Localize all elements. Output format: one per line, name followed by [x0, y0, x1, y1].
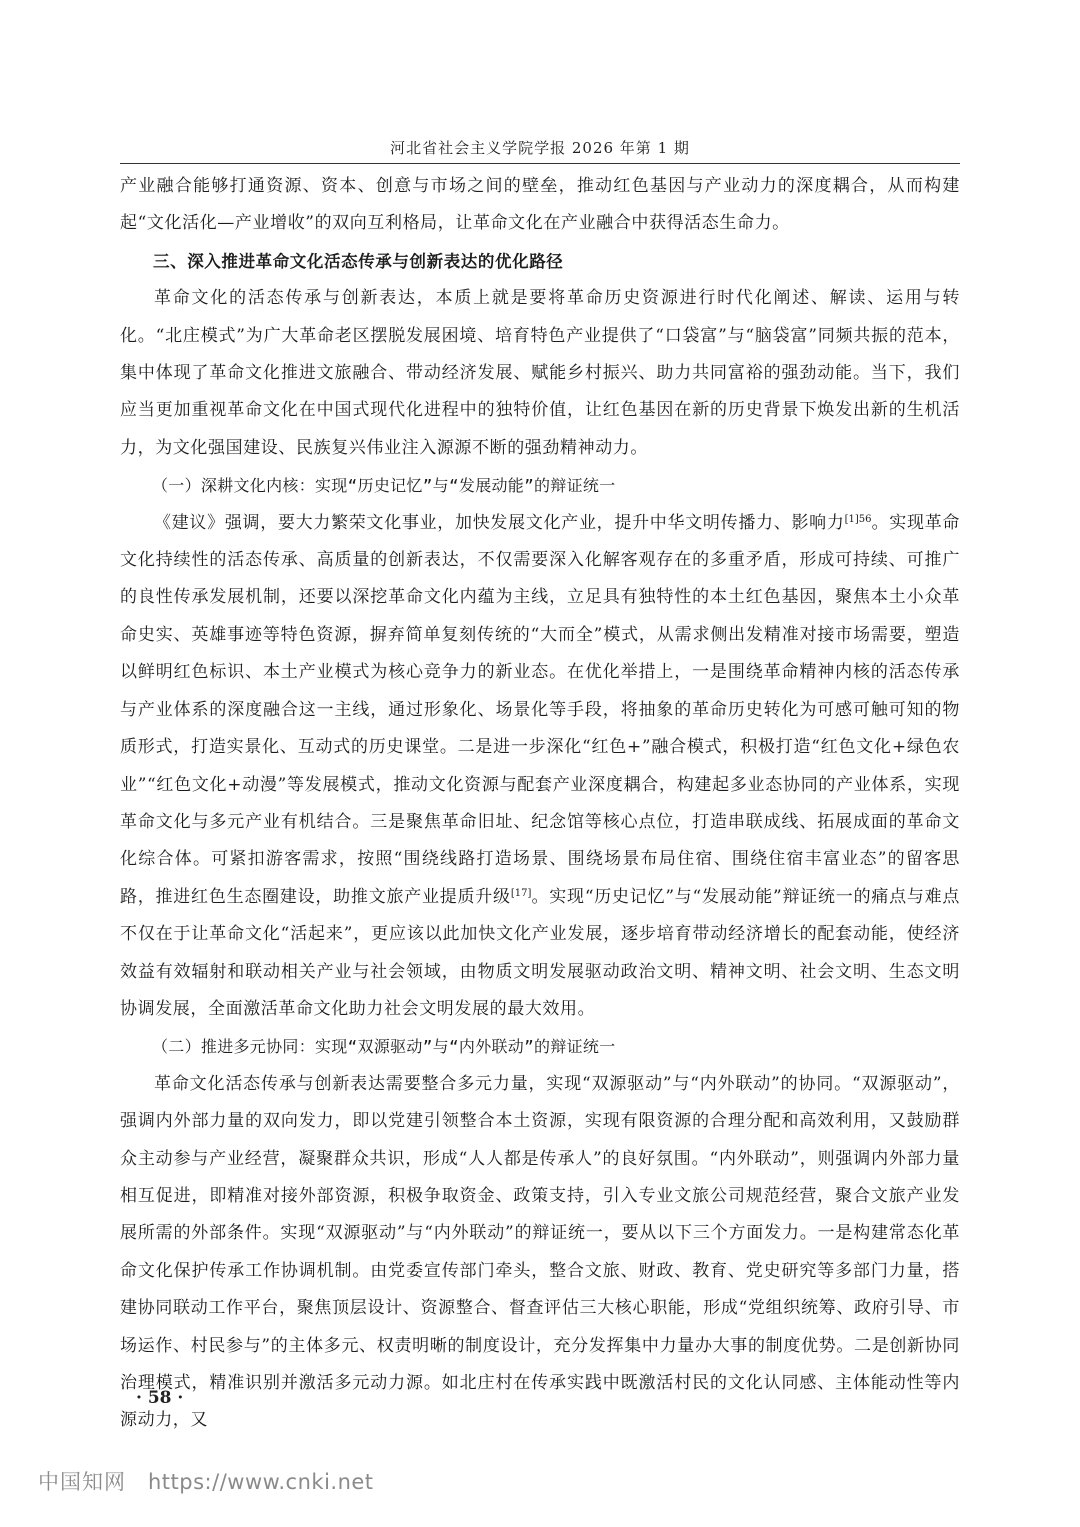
paragraph-text: 。实现“历史记忆”与“发展动能”辩证统一的痛点与难点不仅在于让革命文化“活起来”，更应该以此加快文化产业发展，逐步培育带动经济增长的配套动能，使经济效益有效辐射和联动相关产业与社会领域，由物质文明发展驱动政治文明、精神文明、社会文明、生态文明协调发展，全面激活革命文化助力社会文明发展的最大效用。 [120, 886, 960, 1019]
paragraph [120, 505, 960, 1029]
article-body [120, 168, 960, 1440]
subsection-heading: （二）推进多元协同：实现“双源驱动”与“内外联动”的辩证统一 [152, 1037, 616, 1057]
paragraph: 产业融合能够打通资源、资本、创意与市场之间的壁垒，推动红色基因与产业动力的深度耦合，从而构建起“文化活化—产业增收”的双向互利格局，让革命文化在产业融合中获得活态生命力。 [120, 176, 960, 234]
footer-watermark [38, 1466, 374, 1496]
citation: [17] [510, 887, 532, 899]
paragraph-text: 《建议》强调，要大力繁荣文化事业，加快发展文化产业，提升中华文明传播力、影响力 [154, 512, 845, 533]
cnki-brand: 中国知网 [38, 1470, 126, 1494]
cnki-url[interactable]: https://www.cnki.net [148, 1470, 374, 1494]
paragraph: 革命文化的活态传承与创新表达，本质上就是要将革命历史资源进行时代化阐述、解读、运用与转化。“北庄模式”为广大革命老区摆脱发展困境、培育特色产业提供了“口袋富”与“脑袋富”同频共振的范本，集中体现了革命文化推进文旅融合、带动经济发展、赋能乡村振兴、助力共同富裕的强劲动能。当下，我们应当更加重视革命文化在中国式现代化进程中的独特价值，让红色基因在新的历史背景下焕发出新的生机活力，为文化强国建设、民族复兴伟业注入源源不断的强劲精神动力。 [120, 288, 960, 458]
paragraph-text: 。实现革命文化持续性的活态传承、高质量的创新表达，不仅需要深入化解客观存在的多重矛盾，形成可持续、可推广的良性传承发展机制，还要以深挖革命文化内蕴为主线，立足具有独特性的本土红色基因，聚焦本土小众革命史实、英雄事迹等特色资源，摒弃简单复刻传统的“大而全”模式，从需求侧出发精准对接市场需要，塑造以鲜明红色标识、本土产业模式为核心竞争力的新业态。在优化举措上，一是围绕革命精神内核的活态传承与产业体系的深度融合这一主线，通过形象化、场景化等手段，将抽象的革命历史转化为可感可触可知的物质形式，打造实景化、互动式的历史课堂。二是进一步深化“红色+”融合模式，积极打造“红色文化+绿色农业”“红色文化+动漫”等发展模式，推动文化资源与配套产业深度耦合，构建起多业态协同的产业体系，实现革命文化与多元产业有机结合。三是聚焦革命旧址、纪念馆等核心点位，打造串联成线、拓展成面的革命文化综合体。可紧扣游客需求，按照“围绕线路打造场景、围绕场景布局住宿、围绕住宿丰富业态”的留客思路，推进红色生态圈建设，助推文旅产业提质升级 [120, 512, 961, 907]
citation: [1]56 [844, 513, 872, 525]
section-heading: 三、深入推进革命文化活态传承与创新表达的优化路径 [153, 251, 564, 271]
subsection-heading: （一）深耕文化内核：实现“历史记忆”与“发展动能”的辩证统一 [152, 476, 616, 496]
paragraph: 革命文化活态传承与创新表达需要整合多元力量，实现“双源驱动”与“内外联动”的协同。“双源驱动”，强调内外部力量的双向发力，即以党建引领整合本土资源，实现有限资源的合理分配和高效利用，又鼓励群众主动参与产业经营，凝聚群众共识，形成“人人都是传承人”的良好氛围。“内外联动”，则强调内外部力量相互促进，即精准对接外部资源，积极争取资金、政策支持，引入专业文旅公司规范经营，聚合文旅产业发展所需的外部条件。实现“双源驱动”与“内外联动”的辩证统一，要从以下三个方面发力。一是构建常态化革命文化保护传承工作协调机制。由党委宣传部门牵头，整合文旅、财政、教育、党史研究等多部门力量，搭建协同联动工作平台，聚焦顶层设计、资源整合、督查评估三大核心职能，形成“党组织统筹、政府引导、市场运作、村民参与”的主体多元、权责明晰的制度设计，充分发挥集中力量办大事的制度优势。二是创新协同治理模式，精准识别并激活多元动力源。如北庄村在传承实践中既激活村民的文化认同感、主体能动性等内源动力，又 [120, 1073, 960, 1431]
page-number: · 58 · [136, 1388, 184, 1408]
header-rule [120, 163, 960, 164]
journal-header: 河北省社会主义学院学报 2026 年第 1 期 [390, 139, 690, 157]
